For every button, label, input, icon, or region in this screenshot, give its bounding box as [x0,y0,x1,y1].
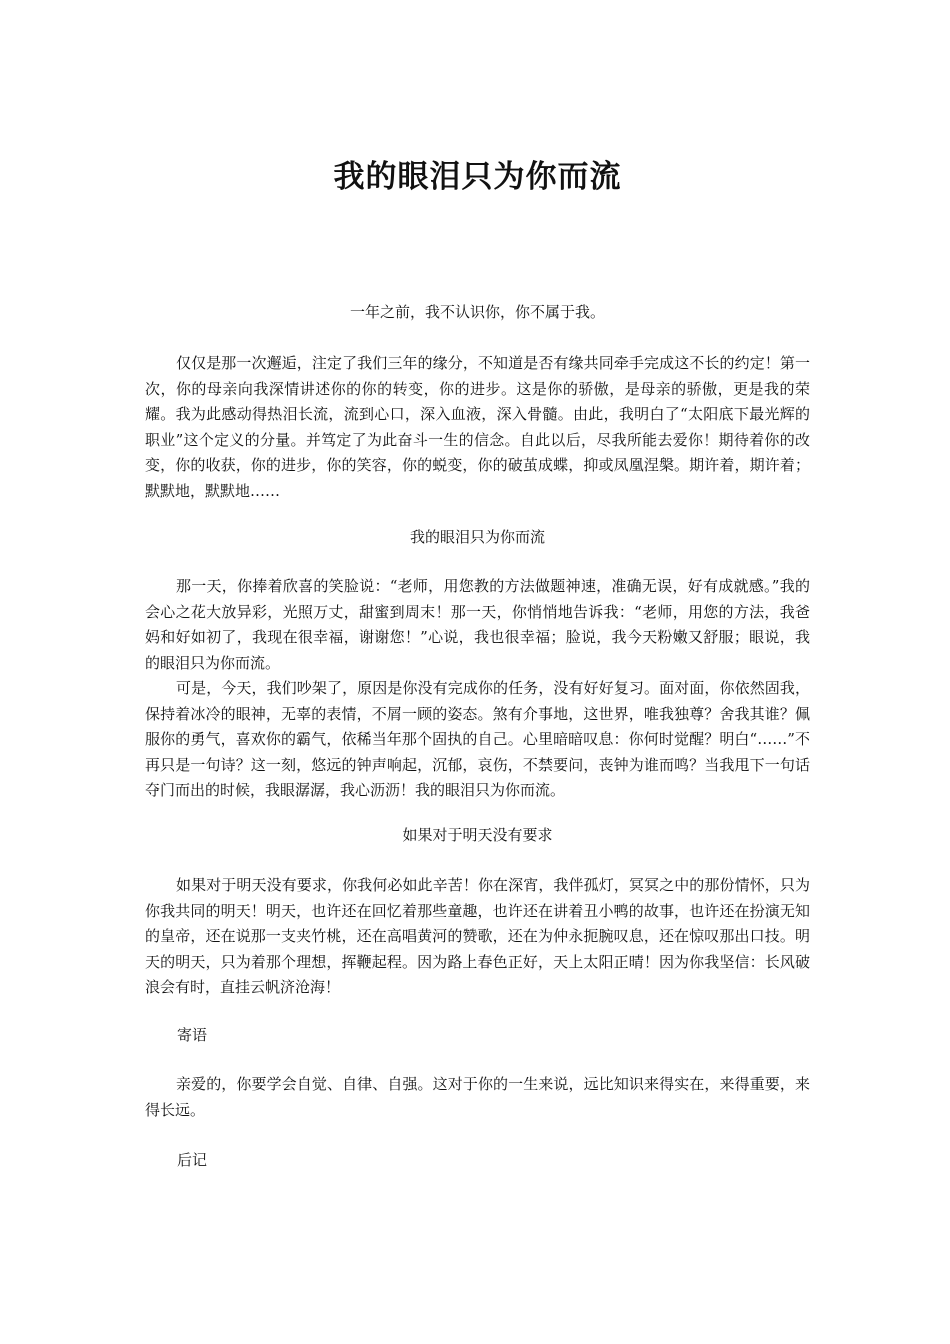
paragraph-3: 可是，今天，我们吵架了，原因是你没有完成你的任务，没有好好复习。面对面，你依然固我，保持着冰冷的眼神，无辜的表情，不屑一顾的姿态。煞有介事地，这世界，唯我独尊？舍我其谁？佩服你的勇气，喜欢你的霸气，依稀当年那个固执的自己。心里暗暗叹息：你何时觉醒？明白“……”不再只是一句诗？这一刻，悠远的钟声响起，沉郁，哀伤，不禁要问，丧钟为谁而鸣？当我甩下一句话夺门而出的时候，我眼潺潺，我心沥沥！我的眼泪只为你而流。 [145,679,810,799]
paragraph-4: 如果对于明天没有要求，你我何必如此辛苦！你在深宵，我伴孤灯，冥冥之中的那份情怀，只为你我共同的明天！明天，也许还在回忆着那些童趣，也许还在讲着丑小鸭的故事，也许还在扮演无知的皇帝，还在说那一支夹竹桃，还在高唱黄河的赞歌，还在为仲永扼腕叹息，还在惊叹那出口技。明天的明天，只为着那个理想，挥鞭起程。因为路上春色正好，天上太阳正晴！因为你我坚信：长风破浪会有时，直挂云帆济沧海！ [145,876,810,996]
paragraph-2: 那一天，你捧着欣喜的笑脸说：“老师，用您教的方法做题神速，准确无误，好有成就感。”我的会心之花大放异彩，光照万丈，甜蜜到周末！那一天，你悄悄地告诉我：“老师，用您的方法，我爸妈和好如初了，我现在很幸福，谢谢您！”心说，我也很幸福；脸说，我今天粉嫩又舒服；眼说，我的眼泪只为你而流。 [145,577,810,672]
paragraph-1: 仅仅是那一次邂逅，注定了我们三年的缘分，不知道是否有缘共同牵手完成这不长的约定！第一次，你的母亲向我深情讲述你的你的转变，你的进步。这是你的骄傲，是母亲的骄傲，更是我的荣耀。我为此感动得热泪长流，流到心口，深入血液，深入骨髓。由此，我明白了“太阳底下最光辉的职业”这个定义的分量。并笃定了为此奋斗一生的信念。自此以后，尽我所能去爱你！期待着你的改变，你的收获，你的进步，你的笑容，你的蜕变，你的破茧成蝶，抑或凤凰涅槃。期许着，期许着；默默地，默默地…… [145,354,810,500]
section-label-afterword: 后记 [177,1151,208,1169]
section-heading-2: 我的眼泪只为你而流 [409,528,545,546]
intro-line: 一年之前，我不认识你，你不属于我。 [349,303,605,321]
paragraph-5: 亲爱的，你要学会自觉、自律、自强。这对于你的一生来说，远比知识来得实在，来得重要，来得长远。 [145,1075,810,1119]
section-heading-3: 如果对于明天没有要求 [402,826,553,844]
section-label-message: 寄语 [177,1026,208,1044]
document-title: 我的眼泪只为你而流 [333,159,622,195]
